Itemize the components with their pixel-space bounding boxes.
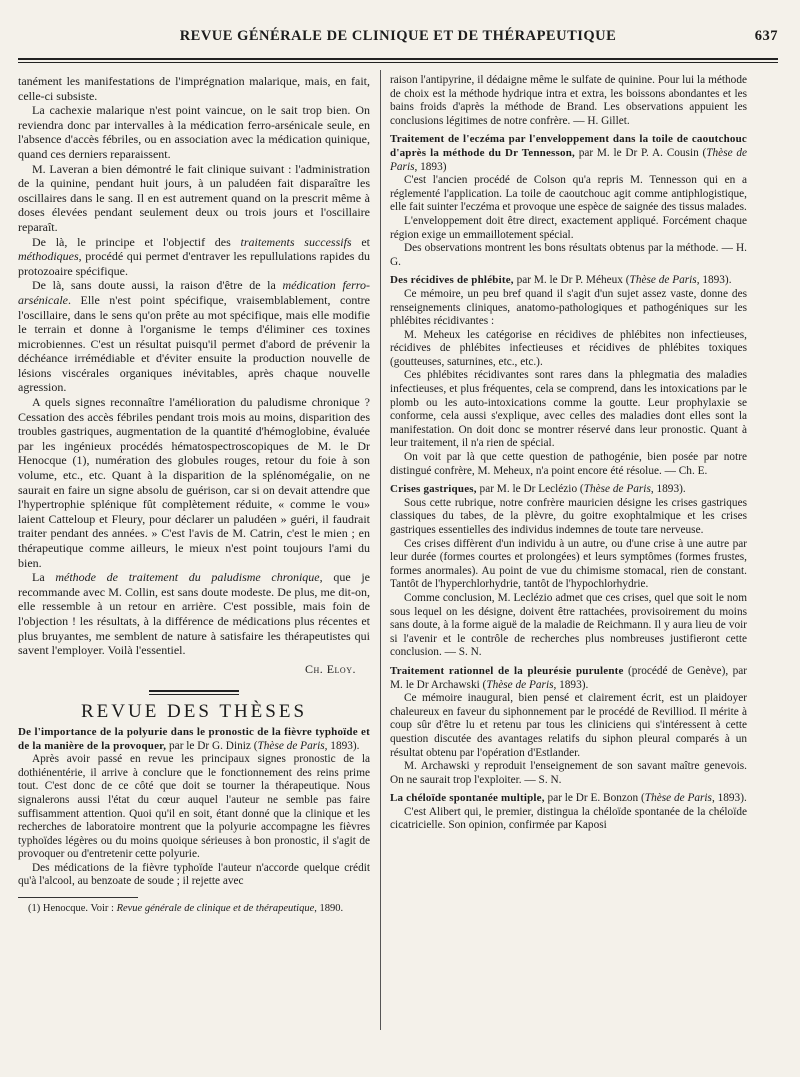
thesis-entry xyxy=(390,792,747,833)
header-rule xyxy=(18,58,778,60)
entry-author: par le Dr G. Diniz ( xyxy=(166,739,258,752)
paragraph: Ce mémoire inaugural, bien pensé et clairement écrit, est un plaidoyer chaleureux en faveur du siphonnement par le procédé de Revilliod. Il mérite à coup sûr d'être lu et retenu par tous les cliniciens qui s'intéressent à cette question discutée des avantages relatifs du siphon pleural comparés à un résultat obtenu par l'opération d'Estlander. xyxy=(390,692,747,759)
emphasis: Revue générale de clinique et de thérapeutique xyxy=(116,903,315,915)
text: De là, le principe et l'objectif des xyxy=(32,234,241,249)
paragraph: C'est l'ancien procédé de Colson qu'a repris M. Tennesson qui en a réglementé l'application. La toile de caoutchouc agit comme antiphlogistique, elle fait suinter l'eczéma et provoque une espèce de saignée des tissus malades. xyxy=(390,174,747,214)
thesis-entry xyxy=(390,274,747,478)
emphasis: méthodiques xyxy=(18,249,79,264)
running-title: REVUE GÉNÉRALE DE CLINIQUE ET DE THÉRAPEUTIQUE xyxy=(179,28,617,44)
entry-title: La chéloïde spontanée multiple, xyxy=(390,792,545,805)
paragraph: On voit par là que cette question de pathogénie, bien posée par notre distingué confrère, M. Meheux, n'a point encore été résolue. — Ch. E. xyxy=(390,451,747,477)
entry-source: Thèse de Paris xyxy=(486,678,554,691)
text: , que je recommande avec M. Collin, est sans doute modeste. De plus, me dit-on, elle ressemble à un retour en arrière. C'est possible, mais foin de l'objection ! les résultats, à la différence de médications plus récentes et plus bruyantes, me semblent de nature à satisfaire les thérapeutistes qui savent l'employer. Voilà l'essentiel. xyxy=(18,570,370,658)
text: . Elle n'est point spécifique, vraisemblablement, contre l'oscillaire, dans le sens qu'on prête au mot spécifique, mais elle modifie le terrain et donne à l'organisme le temps d'éliminer ces toxines microbiennes. C'est un résultat puisqu'il permet d'abord de prévenir la déchéance irrémédiable et d'éviter ensuite la production nouvelle de lésions viscérales organiques inévitables, après chaque nouvelle agression. xyxy=(18,292,370,395)
entry-heading xyxy=(18,726,370,753)
text: De là, sans doute aussi, la raison d'être de la xyxy=(32,278,283,293)
entry-author: par M. le Dr Leclézio ( xyxy=(476,483,584,496)
thesis-entry xyxy=(390,665,747,787)
page-number: 637 xyxy=(754,28,778,44)
entry-author: par M. le Dr P. A. Cousin ( xyxy=(574,146,707,159)
entry-year: , 1893). xyxy=(553,678,589,691)
header-rule-thin xyxy=(18,62,778,63)
paragraph: Des médications de la fièvre typhoïde l'auteur n'accorde quelque crédit qu'à l'alcool, au benzoate de soude ; il rejette avec xyxy=(18,861,370,888)
entry-title: Crises gastriques, xyxy=(390,483,477,496)
column-divider xyxy=(380,70,381,1030)
entry-author: (procédé de Genève), par M. le Dr Archawski ( xyxy=(390,664,748,691)
paragraph: La cachexie malarique n'est point vaincue, on le sait trop bien. On reviendra donc par intervalles à la médication ferro-arsénicale seule, en l'absence d'accès fébriles, ou en association avec la médication quinique, quand ces derniers reparaissent. xyxy=(18,103,370,161)
paragraph: C'est Alibert qui, le premier, distingua la chéloïde spontanée de la chéloïde cicatricielle. Son opinion, confirmée par Kaposi xyxy=(390,805,747,832)
entry-heading xyxy=(390,133,747,174)
paragraph: Ces crises diffèrent d'un individu à un autre, ou d'une crise à une autre par leur durée (formes courtes et prolongées) et leurs symptômes (formes frustes, formes anormales). Au point de vue du chimisme stomacal, rien de constant. Tantôt de l'hyperchlorhydrie, tantôt de l'hypochlorhydrie. xyxy=(390,537,747,591)
entry-heading xyxy=(390,792,747,806)
emphasis: traitements successifs xyxy=(240,234,352,249)
entry-source: Thèse de Paris xyxy=(644,792,712,805)
entry-heading xyxy=(390,483,747,497)
entry-year: , 1893). xyxy=(696,274,732,287)
thesis-entry xyxy=(390,133,747,269)
emphasis: méthode de traitement du paludisme chronique xyxy=(55,570,320,585)
entry-year: , 1893). xyxy=(711,792,747,805)
section-title: REVUE DES THÈSES xyxy=(80,701,308,723)
paragraph: raison l'antipyrine, il dédaigne même le sulfate de quinine. Pour lui la méthode de choix est la méthode hydrique intra et extra, les boissons abondantes et les bains froids d'après la méthode de Brand. Les observations appuient les conclusions légitimes de notre confrère. — H. Gillet. xyxy=(390,74,747,127)
text: (1) Henocque. Voir : xyxy=(28,903,117,915)
entry-author: par M. le Dr P. Méheux ( xyxy=(513,274,630,287)
text: La xyxy=(32,570,56,585)
entry-source: Thèse de Paris xyxy=(390,146,748,173)
paragraph xyxy=(18,235,370,279)
text: et xyxy=(351,234,370,249)
entry-year: , 1893). xyxy=(324,739,360,752)
entry-heading xyxy=(390,274,747,288)
signature: Ch. Eloy. xyxy=(304,661,356,676)
paragraph: Comme conclusion, M. Leclézio admet que ces crises, quel que soit le nom sous lequel on les désigne, doivent être rattachées, provisoirement du moins sans doute, à la forme aiguë de la maladie de Reichmann. Il y aura lieu de voir si l'avenir et le contrôle de recherches plus nombreuses justifieront cette conclusion. — S. N. xyxy=(390,591,747,659)
paragraph: M. Laveran a bien démontré le fait clinique suivant : l'administration de la quinine, pendant huit jours, à un paludéen fait disparaître les oscillaires dans le sang. Il en est autrement quand on la prescrit même à doses élevées pendant seulement deux ou trois jours et l'oscillaire reparaît. xyxy=(18,161,370,234)
emphasis: médication ferro-arsénicale xyxy=(18,278,370,307)
thesis-entry xyxy=(18,726,370,889)
text: , 1890. xyxy=(314,903,344,915)
paragraph: A quels signes reconnaître l'amélioration du paludisme chronique ? Cessation des accès fébriles pendant trois mois au moins, disparition des troubles gastriques, augmentation de la quantité d'hémoglobine, évaluée par les ingénieux procédés hématospectroscopiques de M. le Dr Henocque (1), numération des globules rouges, retour du foie à son volume, etc., etc. Quant à la disparition de la splénomégalie, on ne saurait en faire un signe absolu de guérison, car si on devait attendre que l'hypertrophie splénique fût complètement réduite, « comme le vou» laient Catteloup et Fleury, pour déclarer un paludéen » guéri, il faudrait traiter pendant des années. » C'est l'avis de M. Catrin, c'est le mien ; en thérapeutique comme ailleurs, le mieux n'est point toujours l'ami du bien. xyxy=(18,395,370,570)
entry-heading xyxy=(390,665,747,692)
running-head xyxy=(18,28,778,52)
entry-author: par le Dr E. Bonzon ( xyxy=(544,792,645,805)
paragraph: Ce mémoire, un peu bref quand il s'agit d'un sujet assez vaste, donne des renseignements cliniques, anatomo-pathologiques et pathogéniques sur les phlébites récidivantes : xyxy=(390,287,747,328)
footnote xyxy=(18,902,370,915)
entry-title: De l'importance de la polyurie dans le pronostic de la fièvre typhoïde et de la manière de la provoquer, xyxy=(18,725,370,752)
paragraph xyxy=(18,570,370,658)
section-rule xyxy=(149,690,239,692)
entry-source: Thèse de Paris xyxy=(257,739,325,752)
section-rule-thin xyxy=(149,694,239,695)
footnote-rule xyxy=(18,897,138,898)
paragraph: Après avoir passé en revue les principaux signes pronostic de la dothiénentérie, il arrive à conclure que le fonctionnement des reins prime tout. C'est donc de ce côté que doit se tourner la thérapeutique. Nous signalerons aussi l'état du cœur auquel l'auteur ne semble pas faire suffisamment attention. Quoi qu'il en soit, étant donné que la clinique et les recherches de laboratoire montrent que la polyurie accompagne les fièvres typhoïdes légères ou du moins quoique sérieuses à bon pronostic, il s'agit de provoquer ou d'entretenir cette polyurie. xyxy=(18,753,370,861)
left-column xyxy=(18,74,370,915)
entry-title: Des récidives de phlébite, xyxy=(390,274,514,287)
paragraph: Des observations montrent les bons résultats obtenus par la méthode. — H. G. xyxy=(390,242,747,268)
paragraph: Ces phlébites récidivantes sont rares dans la phlegmatia des maladies infectieuses, et plus fréquentes, cela se comprend, dans les intoxications par le plomb ou les auto-intoxications comme la goutte. Leur prophylaxie se conforme, cela aussi s'explique, avec celles des maladies dont elles sont la manifestation. On doit donc se montrer réservé dans leur pronostic. Quant à leur traitement, il n'a rien de spécial. xyxy=(390,369,747,450)
paragraph: tanément les manifestations de l'imprégnation malarique, mais, en fait, celle-ci subsiste. xyxy=(18,74,370,103)
entry-title: Traitement de l'eczéma par l'enveloppement dans la toile de caoutchouc d'après la méthode du Dr Tennesson, xyxy=(390,133,747,159)
entry-source: Thèse de Paris xyxy=(583,483,651,496)
right-column xyxy=(390,74,747,833)
text: , procédé qui permet d'entraver les repullulations rapides du protozoaire spécifique. xyxy=(18,249,370,278)
paragraph: M. Meheux les catégorise en récidives de phlébites non infectieuses, récidives de phlébites infectieuses et récidives de phlébites toxiques (goutteuses, saturnines, etc., etc.). xyxy=(390,328,747,368)
entry-year: , 1893). xyxy=(650,483,686,496)
thesis-entry xyxy=(390,483,747,660)
paragraph xyxy=(18,278,370,395)
paragraph: Sous cette rubrique, notre confrère mauricien désigne les crises gastriques classiques du tabes, de la plèvre, du goitre exophtalmique et les crises gastriques essentielles des individus indemnes de toute tare nerveuse. xyxy=(390,496,747,536)
entry-source: Thèse de Paris xyxy=(629,274,697,287)
paragraph: L'enveloppement doit être direct, exactement appliqué. Forcément chaque région exige un emmaillotement spécial. xyxy=(390,214,747,241)
entry-year: , 1893) xyxy=(414,160,447,173)
paragraph: M. Archawski y reproduit l'enseignement de son savant maître genevois. On ne saurait trop l'exploiter. — S. N. xyxy=(390,760,747,786)
entry-title: Traitement rationnel de la pleurésie purulente xyxy=(390,664,624,677)
